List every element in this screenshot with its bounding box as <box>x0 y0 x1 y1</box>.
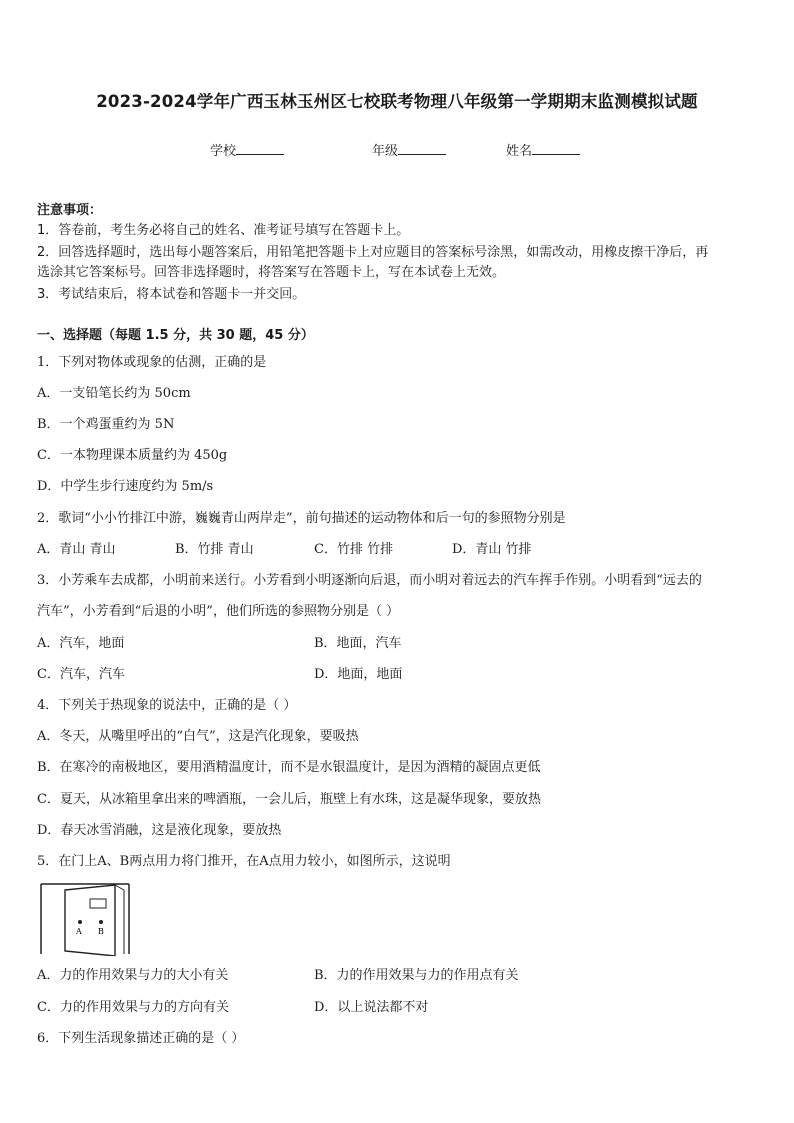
question-1-option-d: D．中学生步行速度约为 5m/s <box>37 479 214 494</box>
section-heading: 一、选择题（每题 1.5 分，共 30 题，45 分） <box>37 328 314 343</box>
question-3-option-a: A．汽车，地面 <box>37 636 125 651</box>
name-blank[interactable] <box>532 142 580 155</box>
page-title: 2023-2024学年广西玉林玉州区七校联考物理八年级第一学期期末监测模拟试题 <box>96 92 698 111</box>
school-label: 学校 <box>210 144 237 159</box>
name-label: 姓名 <box>506 144 533 159</box>
question-3-option-c: C．汽车，汽车 <box>37 667 125 682</box>
question-5-option-c: C．力的作用效果与力的方向有关 <box>37 1000 229 1015</box>
point-b-dot <box>99 920 103 924</box>
question-5-stem: 5．在门上A、B两点用力将门推开，在A点用力较小，如图所示，这说明 <box>37 854 451 869</box>
name-field <box>506 140 580 159</box>
question-3-stem-line-1: 3．小芳乘车去成都，小明前来送行。小芳看到小明逐渐向后退，而小明对着远去的汽车挥手作别。小明看到“远去的 <box>37 573 702 588</box>
point-a-label: A <box>76 927 82 936</box>
point-a-dot <box>78 920 82 924</box>
door-edge <box>115 885 124 890</box>
question-4-option-c: C．夏天，从冰箱里拿出来的啤酒瓶，一会儿后，瓶壁上有水珠，这是凝华现象，要放热 <box>37 792 541 807</box>
grade-label: 年级 <box>372 144 399 159</box>
question-1-option-c: C．一本物理课本质量约为 450g <box>37 448 228 463</box>
notice-item: 3．考试结束后，将本试卷和答题卡一并交回。 <box>37 287 306 302</box>
grade-field <box>372 140 446 159</box>
question-5-option-a: A．力的作用效果与力的大小有关 <box>37 968 229 983</box>
question-3-option-b: B．地面，汽车 <box>314 636 402 651</box>
door-diagram <box>40 882 130 956</box>
notice-heading: 注意事项： <box>37 203 103 218</box>
notice-item: 1．答卷前，考生务必将自己的姓名、准考证号填写在答题卡上。 <box>37 223 410 238</box>
point-b-label: B <box>98 927 104 936</box>
school-blank[interactable] <box>236 142 284 155</box>
question-4-option-a: A．冬天，从嘴里呼出的“白气”，这是汽化现象，要吸热 <box>37 729 359 744</box>
door-panel <box>65 885 115 956</box>
question-3-stem-line-2: 汽车”，小芳看到“后退的小明”，他们所选的参照物分别是（ ） <box>37 604 400 619</box>
question-3-option-d: D．地面，地面 <box>314 667 403 682</box>
question-4-option-d: D．春天冰雪消融，这是液化现象，要放热 <box>37 823 282 838</box>
notice-item: 选涂其它答案标号。回答非选择题时，将答案写在答题卡上，写在本试卷上无效。 <box>37 265 506 280</box>
question-2-option-c: C．竹排 竹排 <box>314 542 394 557</box>
question-2-stem: 2．歌词“小小竹排江中游，巍巍青山两岸走”，前句描述的运动物体和后一句的参照物分别是 <box>37 511 566 526</box>
grade-blank[interactable] <box>398 142 446 155</box>
question-5-option-b: B．力的作用效果与力的作用点有关 <box>314 968 519 983</box>
question-4-stem: 4．下列关于热现象的说法中，正确的是（ ） <box>37 698 297 713</box>
question-2-option-a: A．青山 青山 <box>37 542 116 557</box>
question-1-stem: 1．下列对物体或现象的估测，正确的是 <box>37 355 267 370</box>
school-field <box>210 140 284 159</box>
notice-item: 2．回答选择题时，选出每小题答案后，用铅笔把答题卡上对应题目的答案标号涂黑，如需改动，用橡皮擦干净后，再 <box>37 245 709 260</box>
question-6-stem: 6．下列生活现象描述正确的是（ ） <box>37 1031 245 1046</box>
question-5-option-d: D．以上说法都不对 <box>314 1000 429 1015</box>
question-1-option-a: A．一支铅笔长约为 50cm <box>37 386 191 401</box>
question-4-option-b: B．在寒冷的南极地区，要用酒精温度计，而不是水银温度计，是因为酒精的凝固点更低 <box>37 760 541 775</box>
question-2-option-b: B．竹排 青山 <box>175 542 254 557</box>
question-1-option-b: B．一个鸡蛋重约为 5N <box>37 417 175 432</box>
door-figure <box>40 882 130 960</box>
question-2-option-d: D．青山 竹排 <box>452 542 532 557</box>
